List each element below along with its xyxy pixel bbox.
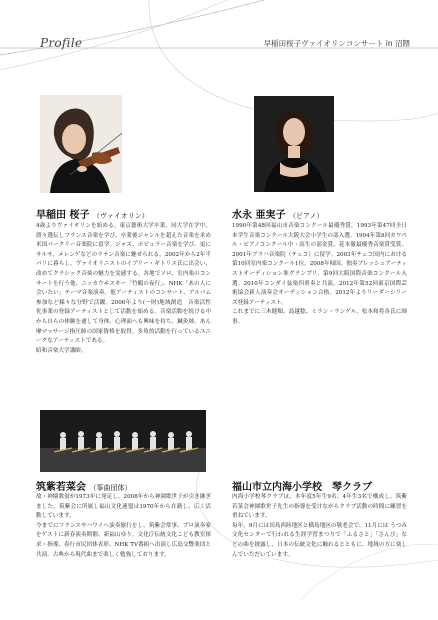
violinist-photo: [40, 95, 122, 193]
koto-ensemble-photo: [40, 410, 206, 472]
group-bio-1: 故・神園歌蛍が1973年に発足し、2008年から神園歌世子が引き継ぎました。筑紫会に所属し福山文化連盟は1970年から在籍し、広く活動しています。 今までにフランスやハワイへ演奏旅行をし、筑紫会常事、プロ演奏家をゲストに新春演奏開催、新福山ゆり。文化庁伝統文化こども教室探求・指導、春行市民団体表彰、NHK TV番組へ出演し広島交響楽団と共演。古典から現代曲まで楽しく勉強しております。: [36, 494, 211, 558]
group-name-1: 筑紫若菜会 （筝曲団体）: [36, 482, 132, 493]
group-name-2: 福山市立内海小学校 琴クラブ: [232, 482, 372, 493]
performer-bio-1: 4歳よりヴァイオリンを始める。東京藝術大学卒業。同大学在学中、渡々選伝しフランス音楽を学び、卒業後ジャンルを超えた音楽を求め米国バークリー音楽院に留学。ジャズ、ポピュラー音楽を学び、更にサルサ、メレンゲなどのラテン音楽に魅せられる。2002年から2年半パリに暮らし、ヴァイオリニストのイブリー・ギトリス氏に出会い、改めてクラシック音楽の魅力を実感する。各地でソロ、室内楽のコンサートを行う他、ニッカウヰスキー「竹鶴の夜行」、NHK「あの人に会いたい」テーマ音楽演奏、他アーティストのコンサート、アルバム参加など様々な分野で活躍。2006年より(一財)地域創造 音楽活性化事業の登録アーティストとして活動を始める。音楽活動を続ける中から自らの体験を通して身体、心理面へも興味を持ち、鍼灸師、あん摩マッサージ指圧師の国家資格を取得。多角的活動を行っているユニークなアーティストである。 昭和音楽大学講師。: [36, 223, 211, 354]
concert-title: 早稲田桜子ヴァイオリンコンサート in 沼隈: [263, 39, 410, 48]
performer-bio-2: 1990年第48回福山市音楽コンクール最優秀賞。1993年第47回全日本学生音楽コンクール大阪大会小学生の部入選。1994年第8回カワペル・ピアノコンクール中・高生の部金賞、花本徹最優秀音楽賞受賞。2001年ブラハ音楽院（チェコ）に留学。2003年チェコ国内における第10回室内楽コンクール1位。2008年帰国。独奏ブレッシュアーティストオーディション准グランプリ、第9回大阪国際音楽コンクール入選。2010年コンダイ弦楽四重奏と共演。2012年第52回東京国際芸術協会新人演奏会オーディション合格。2012年よりリーダーシリーズ登録アーティスト。 これまでに三木健順、島越稔、ミラン・ランゲル、松本和将各氏に師事。: [232, 223, 407, 325]
performer-name-1: 早稲田 桜子 （ヴァイオリン）: [36, 210, 149, 221]
group-bio-2: 内海小学校琴クラブは、本年度5年生9名、4年生3名で構成し、筑紫若菜会神園歌世子先生の指導を受けながらクラブ活動の時間に練習を重ねています。 毎年、9月には田島西陸地区と横島地区の敬老会で、11月には うつみ文化センターで行われる生涯学習まつりで「ふるさと」「さんぴ」などの曲を披露し、日本の伝統文化に触れるとともに、地域の方に楽しんでいただいています。: [232, 494, 407, 558]
pianist-photo: [254, 96, 334, 192]
performer-name-2: 水永 亜実子 （ピアノ）: [232, 210, 324, 221]
section-title: Profile: [40, 36, 83, 50]
